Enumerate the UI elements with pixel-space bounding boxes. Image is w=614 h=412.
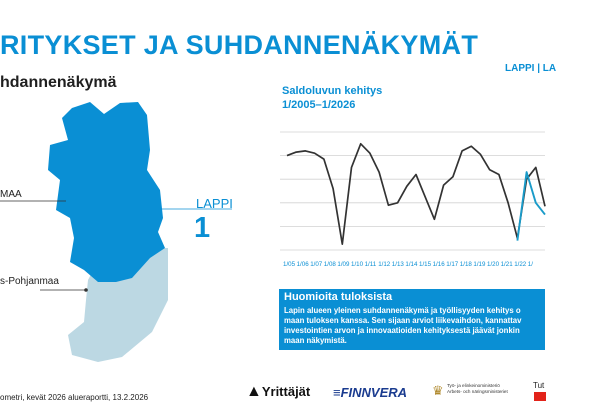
x-tick-label: 1/10 — [351, 261, 364, 268]
chart-lines — [287, 144, 545, 244]
x-tick-label: 1/21 — [500, 261, 513, 268]
x-tick-label: 1/05 — [283, 261, 296, 268]
notes-body — [284, 306, 614, 346]
x-tick-label: 1/11 — [364, 261, 377, 268]
x-tick-label: 1/08 — [323, 261, 336, 268]
finnvera-logo-text: FINNVERA — [340, 385, 408, 400]
x-tick-label: 1/14 — [405, 261, 418, 268]
x-tick-label: 1/15 — [419, 261, 432, 268]
x-tick-label: 1/06 — [296, 261, 309, 268]
yrittajat-mark-icon: ▲ — [246, 383, 262, 400]
x-tick-label: 1/18 — [459, 261, 472, 268]
notes-line: investointien arvon ja innovaatioiden kehityksestä jäävät jonkin — [284, 326, 520, 335]
x-tick-label: 1/09 — [337, 261, 350, 268]
page-title: RITYKSET JA SUHDANNENÄKYMÄT — [0, 30, 479, 60]
x-tick-label: 1/ — [527, 261, 533, 268]
tem-logo-line2: Arbets- och näringsministeriet — [447, 389, 508, 394]
tu-logo-mark — [534, 392, 546, 401]
notes-box — [279, 289, 545, 350]
section-subtitle: hdannenäkymä — [0, 74, 117, 91]
region-label-maa: MAA — [0, 189, 22, 200]
saldoluku-line-chart — [280, 130, 545, 275]
region-tag: LAPPI | LA — [505, 63, 557, 74]
region-label-lappi: LAPPI — [196, 196, 233, 211]
series-line-forecast — [517, 172, 545, 241]
tem-crest-icon: ♛ — [432, 383, 444, 398]
footer-source: ometri, kevät 2026 alueraportti, 13.2.2026 — [0, 393, 149, 402]
chart-x-ticks — [283, 261, 533, 268]
chart-title-line2: 1/2005–1/2026 — [282, 99, 356, 111]
finnvera-mark-icon: ≡ — [333, 385, 341, 400]
leader-dot-pohjanmaa — [84, 288, 88, 292]
x-tick-label: 1/20 — [487, 261, 500, 268]
region-rank: 1 — [194, 212, 211, 244]
chart-title-line1: Saldoluvun kehitys — [282, 85, 383, 97]
tem-logo — [447, 383, 527, 395]
notes-line: maan näkymistä. — [284, 336, 347, 345]
map-region-lappi — [48, 102, 165, 282]
x-tick-label: 1/07 — [310, 261, 323, 268]
series-line-saldoluku — [287, 144, 545, 244]
finnvera-logo — [333, 385, 407, 400]
x-tick-label: 1/13 — [391, 261, 404, 268]
notes-line: maan tuloksen kanssa. Sen sijaan arviot liikevaihdon, kannattav — [284, 316, 522, 325]
region-label-pohjanmaa: s-Pohjanmaa — [0, 276, 59, 287]
x-tick-label: 1/16 — [432, 261, 445, 268]
notes-title: Huomioita tuloksista — [284, 291, 393, 303]
chart-grid — [280, 132, 545, 250]
x-tick-label: 1/17 — [446, 261, 459, 268]
x-tick-label: 1/12 — [378, 261, 391, 268]
tu-logo-text: Tut — [533, 381, 545, 390]
x-tick-label: 1/19 — [473, 261, 486, 268]
tem-logo-line1: Työ- ja elinkeinoministeriö — [447, 383, 500, 388]
yrittajat-logo — [246, 383, 310, 401]
notes-line: Lapin alueen yleinen suhdannenäkymä ja työllisyyden kehitys o — [284, 306, 521, 315]
yrittajat-logo-text: Yrittäjät — [261, 384, 311, 399]
x-tick-label: 1/22 — [514, 261, 527, 268]
chart-title — [282, 84, 382, 112]
